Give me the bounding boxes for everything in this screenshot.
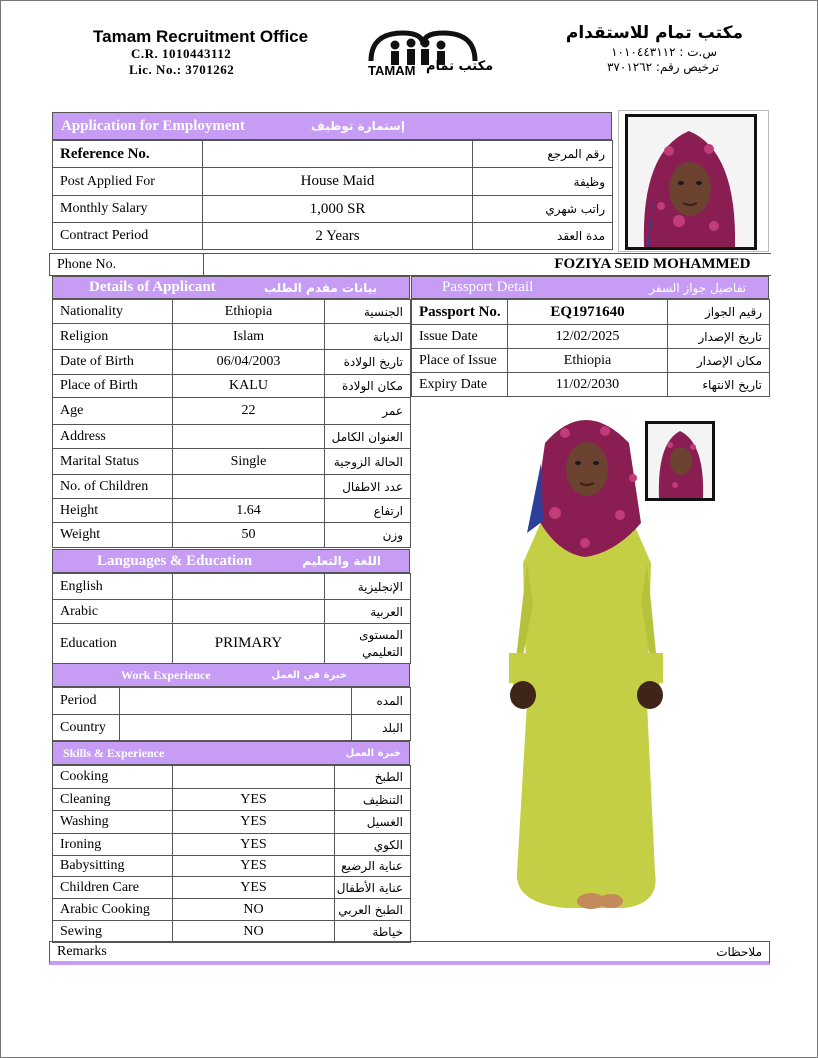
table-row [53,324,411,350]
period-label: Period [53,688,120,715]
cooking-label: Cooking [53,766,173,789]
logo-text-en: TAMAM [368,63,416,78]
weight-label: Weight [53,523,173,548]
nationality-label-ar: الجنسية [325,300,411,324]
contract-label-ar: مدة العقد [473,223,613,250]
table-row [53,715,411,741]
children-value [173,475,325,499]
application-table [52,140,613,250]
passport-title-ar: تفاصيل جواز السفر [649,280,746,295]
cleaning-value: YES [173,789,335,811]
table-row [53,899,411,921]
address-label-ar: العنوان الكامل [325,425,411,449]
table-row [53,350,411,375]
reference-value [203,141,473,168]
marital-value: Single [173,449,325,475]
passport-header-bar [411,276,769,299]
applicant-table [52,299,411,548]
cooking-label-ar: الطبخ [335,766,411,789]
nationality-value: Ethiopia [173,300,325,324]
applicant-title-ar: بيانات مقدم الطلب [263,280,377,295]
table-row [53,523,411,548]
ironing-label: Ironing [53,834,173,856]
passport-no-label-ar: رقيم الجواز [668,300,770,325]
post-value: House Maid [203,168,473,196]
height-label-ar: ارتفاع [325,499,411,523]
remarks-label: Remarks [57,943,107,959]
languages-table [52,573,411,664]
arabic-value [173,600,325,624]
english-label: English [53,574,173,600]
religion-label-ar: الديانة [325,324,411,350]
phone-label: Phone No. [50,254,204,276]
sewing-value: NO [173,921,335,943]
arabic-cooking-label-ar: الطبخ العربي [335,899,411,921]
passport-no-label: Passport No. [412,300,508,325]
washing-label: Washing [53,811,173,834]
arabic-cooking-label: Arabic Cooking [53,899,173,921]
sewing-label: Sewing [53,921,173,943]
age-label: Age [53,398,173,425]
salary-value: 1,000 SR [203,196,473,223]
table-row [53,300,411,324]
table-row [53,168,613,196]
country-value [120,715,352,741]
table-row [53,856,411,877]
table-row [412,349,770,373]
remarks-row [49,941,770,965]
table-row [412,300,770,325]
education-label: Education [53,624,173,664]
period-label-ar: المده [352,688,411,715]
portrait-icon [619,111,769,252]
applicant-portrait-photo [618,110,769,252]
company-name-ar: مكتب تمام للاستقدام [565,23,743,43]
children-label: No. of Children [53,475,173,499]
languages-title-ar: اللغة والتعليم [302,554,381,568]
english-label-ar: الإنجليزية [325,574,411,600]
nationality-label: Nationality [53,300,173,324]
table-row [53,475,411,499]
applicant-title-en: Details of Applicant [89,279,216,295]
passport-table [411,299,770,397]
address-value [173,425,325,449]
application-title-en: Application for Employment [61,117,245,134]
table-row [53,425,411,449]
languages-header-bar [52,549,410,573]
applicant-name [204,254,771,276]
application-title-ar: إستمارة توظيف [310,119,405,133]
religion-label: Religion [53,324,173,350]
license-number-ar: ترخيص رقم: ٣٧٠١٢٦٢ [606,60,719,74]
salary-label: Monthly Salary [53,196,203,223]
applicant-name-text: FOZIYA SEID MOHAMMED [554,256,751,272]
period-value [120,688,352,715]
table-row [53,766,411,789]
table-row [53,223,613,250]
washing-value: YES [173,811,335,834]
height-value: 1.64 [173,499,325,523]
table-row [53,789,411,811]
full-body-icon [415,403,755,939]
marital-label-ar: الحالة الزوجية [325,449,411,475]
issue-date-value: 12/02/2025 [508,325,668,349]
table-row [53,141,613,168]
skills-title-ar: خبرة العمل [345,747,401,759]
ironing-value: YES [173,834,335,856]
expiry-date-value: 11/02/2030 [508,373,668,397]
pob-value: KALU [173,375,325,398]
pob-label-ar: مكان الولادة [325,375,411,398]
table-row [50,254,771,276]
reference-label: Reference No. [53,141,203,168]
babysitting-label-ar: عناية الرضيع [335,856,411,877]
country-label-ar: البلد [352,715,411,741]
babysitting-label: Babysitting [53,856,173,877]
table-row [412,373,770,397]
work-title-en: Work Experience [121,667,211,682]
table-row [53,398,411,425]
table-row [53,499,411,523]
table-row [53,877,411,899]
place-of-issue-label-ar: مكان الإصدار [668,349,770,373]
table-row [53,921,411,943]
table-row [53,449,411,475]
cleaning-label-ar: التنظيف [335,789,411,811]
cr-number-en: C.R. 1010443112 [131,46,232,61]
logo-text-ar: مكتب تمام [426,59,494,74]
weight-label-ar: وزن [325,523,411,548]
english-value [173,574,325,600]
table-row [53,196,613,223]
dob-label: Date of Birth [53,350,173,375]
skills-header-bar [52,741,410,765]
issue-date-label-ar: تاريخ الإصدار [668,325,770,349]
place-of-issue-value: Ethiopia [508,349,668,373]
table-row [53,375,411,398]
education-value: PRIMARY [173,624,325,664]
work-table [52,687,411,741]
skills-title-en: Skills & Experience [63,745,165,760]
work-title-ar: خبرة في العمل [271,669,347,681]
address-label: Address [53,425,173,449]
cooking-value [173,766,335,789]
age-label-ar: عمر [325,398,411,425]
children-care-value: YES [173,877,335,899]
marital-label: Marital Status [53,449,173,475]
application-header-bar [52,112,612,140]
skills-table [52,765,411,943]
dob-value: 06/04/2003 [173,350,325,375]
applicant-header-bar [52,276,410,299]
table-row [53,624,411,664]
post-label-ar: وظيفة [473,168,613,196]
cr-number-ar: س.ت : ١٠١٠٤٤٣١١٢ [611,45,717,59]
children-care-label: Children Care [53,877,173,899]
company-name-en: Tamam Recruitment Office [93,27,309,46]
expiry-date-label-ar: تاريخ الانتهاء [668,373,770,397]
place-of-issue-label: Place of Issue [412,349,508,373]
arabic-cooking-value: NO [173,899,335,921]
age-value: 22 [173,398,325,425]
contract-value: 2 Years [203,223,473,250]
table-row [412,325,770,349]
table-row [53,574,411,600]
passport-no-value: EQ1971640 [508,300,668,325]
children-label-ar: عدد الاطفال [325,475,411,499]
sewing-label-ar: خياطة [335,921,411,943]
contract-label: Contract Period [53,223,203,250]
religion-value: Islam [173,324,325,350]
weight-value: 50 [173,523,325,548]
babysitting-value: YES [173,856,335,877]
washing-label-ar: الغسيل [335,811,411,834]
applicant-full-body-photo [415,403,755,939]
table-row [53,811,411,834]
remarks-label-ar: ملاحظات [716,944,762,959]
cleaning-label: Cleaning [53,789,173,811]
languages-title-en: Languages & Education [97,552,253,569]
expiry-date-label: Expiry Date [412,373,508,397]
work-header-bar [52,663,410,687]
ironing-label-ar: الكوي [335,834,411,856]
passport-title-en: Passport Detail [442,279,534,295]
children-care-label-ar: عناية الأطفال [335,877,411,899]
arabic-label: Arabic [53,600,173,624]
phone-table [49,253,771,276]
dob-label-ar: تاريخ الولادة [325,350,411,375]
height-label: Height [53,499,173,523]
table-row [53,834,411,856]
post-label: Post Applied For [53,168,203,196]
table-row [53,600,411,624]
education-label-ar: المستوى التعليمي [325,624,411,664]
country-label: Country [53,715,120,741]
issue-date-label: Issue Date [412,325,508,349]
salary-label-ar: راتب شهري [473,196,613,223]
arabic-label-ar: العربية [325,600,411,624]
pob-label: Place of Birth [53,375,173,398]
table-row [53,688,411,715]
license-number-en: Lic. No.: 3701262 [129,62,235,77]
reference-label-ar: رقم المرجع [473,141,613,168]
